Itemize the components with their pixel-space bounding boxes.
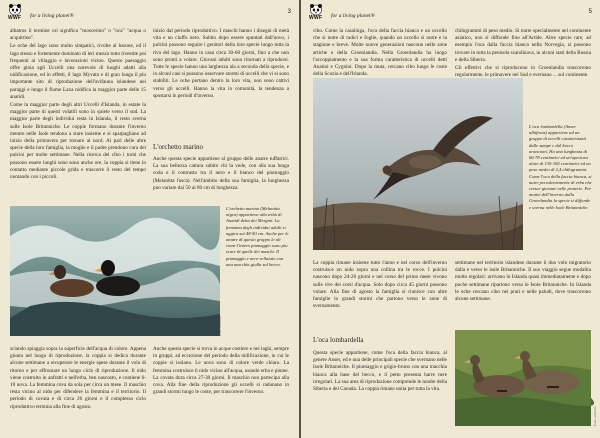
photo-credit: Foto: archivio (593, 406, 597, 426)
paragraph: albatros il termine ori significa "moscerino" o "oca" "acqua o acquitrino". (10, 28, 146, 42)
photo-caption: L'orchetto marino (Melanitta nigra) appartiene alla tribù di Anatidi detta dei Mergini. La femmina degli individui adulti si aggira sui 48-50 cm. Anche per le anatre di questo gruppo le ali come l'intero piumaggio sono piu scure di quelle dei maschi. Il piumaggio e nero vellutato con una macchia gialla sul becco. (226, 206, 289, 267)
section-heading: L'oca lombardella (313, 336, 364, 344)
paragraph: chilogrammi di peso medio. Si nutre specialmente nel continente asiatico, non si diffonde fino all'Artide. Altre specie rare, ad esempio l'oca dalla faccia bianca nella Norvegia, si possono trovare in tutta la penisola scandinava, in alcuni stati della Russia e della Siberia. (455, 28, 591, 63)
tagline: for a living planet® (30, 13, 74, 19)
paragraph: inizio dal periodo riproduttivo. I maschi hanno i disegni di metà vita e un ciuffo nero. Subito dopo essere spuntati dall'uovo, i pulcini possono seguire i genitori della loro specie lungo tutta la riva del lago. Hanno in casa circa 30-60 giorni, fino a che non sono pronti a volare. Giovani adulti sono ritornati a riprodursi. Tutte le specie hanno una larghezza ala a seconda della specie, e in alcuni casi si possono osservare stormi di uccelli che vi si sono stabiliti. Le oche portano dentro la loro vita, non sono cattivi verso gli uccelli. Hanno la vita in comunità, la tendenza a spostarsi in periodi d'inverno. (153, 28, 290, 99)
bottom-text-column-2 (153, 346, 289, 434)
paragraph: Gli effettivi che si riproducono in Groenlandia trascorrono regolarmente, le primavere nel Sud e svernano ... sul continente. (455, 65, 591, 79)
text-column-1 (10, 28, 146, 198)
paragraph: cibo. Come la casalinga, l'oca della faccia bianca e un uccello che si nutre di radici e foglie, quando un uccello si nutre e la stagione e breve. Molte nuove generazioni nascono nelle zone artiche e della Groenlandia. Nella Groenlandia ha luogo l'accoppiamento e la sua forma caratteristica di uccelli detti Anatini e Cygnini. Dopo la muta, cercano cibo lungo le coste della Scozia e dell'Irlanda. (313, 28, 447, 78)
tagline: for a living planet® (331, 13, 375, 19)
goose-flight-photo (313, 78, 523, 250)
bottom-text-column (313, 350, 447, 434)
middle-text-column-2 (455, 260, 591, 330)
wwf-logo-text: WWF (309, 15, 323, 21)
wwf-logo-text: WWF (8, 15, 22, 21)
photo-credit: Foto: archivio (218, 316, 222, 336)
page-number: 5 (588, 9, 592, 15)
white-fronted-goose-photo (455, 330, 591, 426)
right-page (301, 0, 600, 438)
paragraph: Come la maggior parte degli altri Uccelli d'Islanda, in estate la maggior parte di questi volatili sono in quiete verso il sud. La maggior parte degli individui resta in Islanda, il resto sverna sulle Isole Britanniche. Le coppie formano durante l'inverno mentre nelle Isole tendono a stare insieme e si sparpagliano ad inizio della primavera per tornare al nord. Al pari delle altre specie della loro famiglia, la moglie e il padre prendono cura dei pulcini per molte settimane. Nella ricerca del cibo i turni che possono essere lunghi sono sono anche ore, la coppia si tiene in contatto mediante piccole grida e trascorre il resto del tempo nuotando con i piccoli. (10, 102, 146, 181)
left-page (0, 0, 299, 438)
page-header (8, 3, 291, 23)
page-number: 3 (287, 9, 291, 15)
paragraph: settimane nel territorio islandese durante il duo volo migratorio dalla e verso le isole Britanniche. Il suo viaggio segue modalita molto regolari: arrivano in Islanda quasi immediatamente e dopo poche settimane ripartono verso le Isole Britanniche. In Islanda le oche cercano cibo nei prati e nelle paludi, dove trascorrono alcune settimane. (455, 260, 591, 303)
paragraph: sciando spiaggia sopra la superficie dell'acqua di colore. Appena giunta nel luogo di riproduzione, la coppia si dedica durante alcune settimane a recuperare le energie spese durante il volo di ritorno e per affrontare un lungo ciclo di riproduzione. Il nido viene costruito in anfratti e nell'erba, ben nascosto, e contiene 6-10 uova. La femmina cova da sola per circa un mese. Il maschio resta vicino al nido per difendere la femmina e il territorio. Il periodo di covata e di circa 26 giorni e il complesso ciclo riproduttivo termina alla fine di agosto. (10, 346, 146, 410)
paragraph: Questa specie appartiene, come l'oca della faccia bianca, al genere Anser, ed e una delle principali specie che svernano nelle Isole Britanniche. Il piumaggio e grigio-bruno con una macchia bianca alla base del becco, e il petto presenta barre nere irregolari. La sua area di riproduzione comprende le tundre della Siberia e del Canada. La coppia rimane unita per tutta la vita. (313, 350, 447, 393)
text-column-1 (313, 28, 447, 78)
section-heading: L'orchetto marino (153, 143, 204, 151)
paragraph: Anche questa specie si trova in acque costiere e nei laghi, sempre in gruppi, ad eccezione del periodo della nidificazione, in cui le coppie si isolano. Le uova sono di colore verde chiaro. La femmina costruisce il nido vicino all'acqua, usando erba e piume. La covata dura circa 27-30 giorni. Il maschio non partecipa alla cova. Alla fine della riproduzione gli uccelli si radunano in grandi stormi lungo le coste, per trascorrere l'inverno. (153, 346, 289, 396)
paragraph: Le oche del lago sono molto simpatici, rivolte al barone, ed il lago stesso e fortemente dominato di leri mezzo tutto rivestite poi frequenti ai villaggio e lavorazioni vicino. Questo paesaggio offre gioia agli Uccelli una notevole di luoghi adatti alla nidificazione, ed in effetti, il lago Myvatn e di gran lunga il piu importante sito di riproduzione dell'avifauna islandese nei paraggi e lungo il fiume Laxa nidifica la maggior parte delle 15 anatidi. (10, 43, 146, 100)
text-column-2b (153, 156, 289, 200)
page-header (309, 3, 592, 23)
text-column-2 (153, 28, 289, 138)
paragraph: La coppia rimane insieme tutto l'anno e nel corso dell'inverno costruisce un nido sopra una collina tra le rocce. I pulcini nascono dopo 24-26 giorni e nel corso del primo mese vivono sulle rive dei corsi d'acqua. Solo dopo circa 45 giorni possono volare. Alla fine di agosto la famiglia si riunisce con altre famiglie in grandi stormi che partono verso le zone di svernamento. (313, 260, 447, 310)
photo-caption: L'oca lombardella (Anser albifrons) appartiene ad un gruppo di uccelli caratterizzati dalle zampe e dal becco arancioni. Ha una lunghezza di 66-78 centimetri ed un'apertura alare di 130-165 centimetri ed un peso medio di 2,4 chilogrammi. Come l'oca della faccia bianca, si nutre prevalentemente di erba che cresce giovane nelle praterie. Per motivi dell'inverno dalla Groenlandia la specie si diffonde e sverna nelle Isole Britanniche. (529, 124, 592, 210)
scoter-photo (10, 206, 220, 336)
middle-text-column-1 (313, 260, 447, 330)
paragraph: Anche questa specie appartiene al gruppo delle anatre tuffatrici. La sua bellezza cattura subito chi la vede, con alla sua lunga coda e il contrasto tra il nero e il bianco del piumaggio (Melanitta fusca). Nell'ambito della sua famiglia, la lunghezza puo variare dai 50 ai 60 cm di lunghezza. (153, 156, 289, 191)
bottom-text-column-1 (10, 346, 146, 434)
